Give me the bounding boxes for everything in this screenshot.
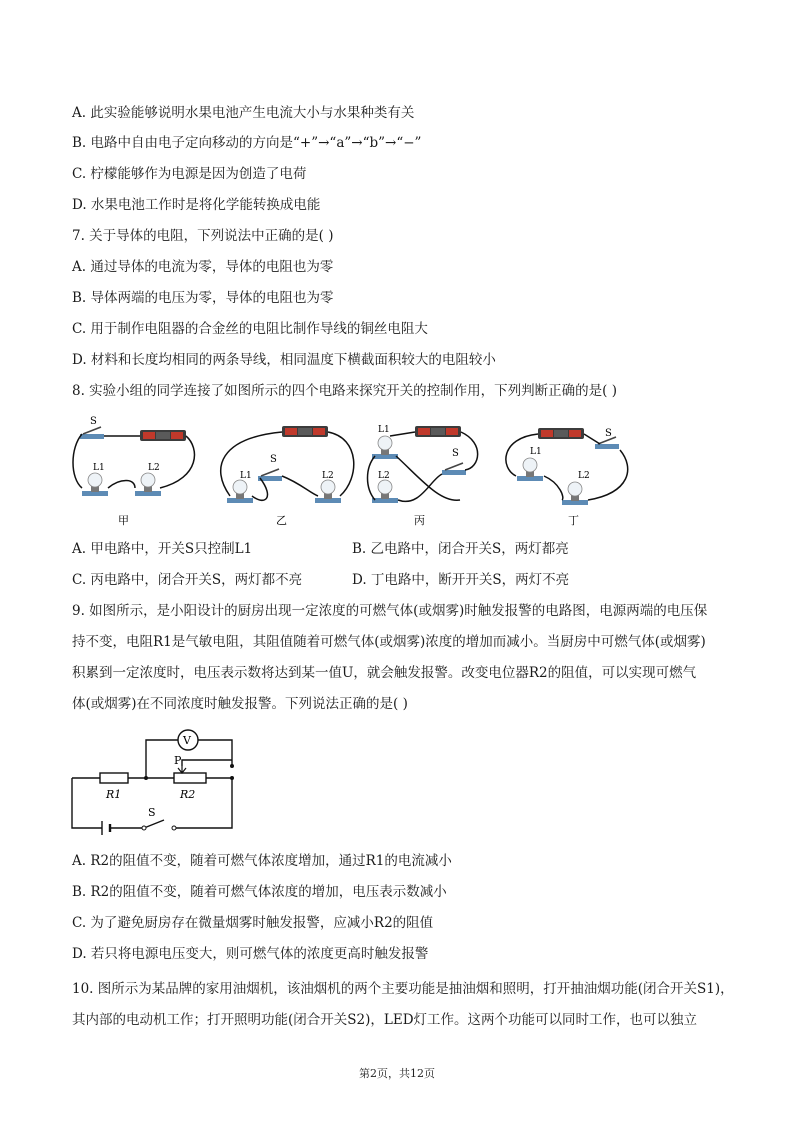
- q8-option-b: B. 乙电路中，闭合开关S，两灯都亮: [352, 541, 569, 557]
- q9-stem-line-3: 积累到一定浓度时，电压表示数将达到某一值U，就会触发报警。改变电位器R2的阻值，可以实现可燃气: [72, 665, 697, 681]
- caption-ding: 丁: [568, 514, 579, 527]
- yi-lamp1-label: L1: [240, 471, 252, 481]
- q9-option-b: B. R2的阻值不变，随着可燃气体浓度的增加，电压表示数减小: [72, 884, 447, 900]
- q6-option-d: D. 水果电池工作时是将化学能转换成电能: [72, 197, 321, 213]
- jia-lamp1-label: L1: [93, 463, 105, 473]
- q7-option-d: D. 材料和长度均相同的两条导线，相同温度下横截面积较大的电阻较小: [72, 352, 496, 368]
- r2-potentiometer: [174, 773, 206, 783]
- q9-option-c: C. 为了避免厨房存在微量烟雾时触发报警，应减小R2的阻值: [72, 915, 434, 931]
- q6-option-a: A. 此实验能够说明水果电池产生电流大小与水果种类有关: [72, 105, 415, 121]
- q7-option-a: A. 通过导体的电流为零，导体的电阻也为零: [72, 259, 334, 275]
- q10-stem-line-1: 10. 图所示为某品牌的家用油烟机，该油烟机的两个主要功能是抽油烟和照明，打开抽油烟功能(闭合开关S1)，: [72, 981, 734, 997]
- q6-option-c: C. 柠檬能够作为电源是因为创造了电荷: [72, 166, 307, 182]
- circuit-ding: [506, 428, 628, 527]
- q9-stem-line-1: 9. 如图所示，是小阳设计的厨房出现一定浓度的可燃气体(或烟雾)时触发报警的电路图，电源两端的电压保: [72, 603, 708, 619]
- jia-switch-label: S: [90, 416, 97, 427]
- ding-switch-label: S: [605, 428, 612, 439]
- bing-switch-label: S: [452, 448, 459, 459]
- q6-option-b: B. 电路中自由电子定向移动的方向是“+”→“a”→“b”→“−”: [72, 135, 422, 151]
- yi-lamp2-label: L2: [322, 471, 334, 481]
- q8-circuit-figure: [60, 408, 660, 533]
- q7-option-b: B. 导体两端的电压为零，导体的电阻也为零: [72, 290, 334, 306]
- ding-lamp2-label: L2: [578, 471, 590, 481]
- q9-stem-line-2: 持不变，电阻R1是气敏电阻，其阻值随着可燃气体(或烟雾)浓度的增加而减小。当厨房中可燃气体(或烟雾): [72, 634, 706, 650]
- circuit-bing: [368, 425, 478, 527]
- circuit-jia: [73, 416, 194, 527]
- ding-lamp1-label: L1: [530, 447, 542, 457]
- q9-circuit-diagram: [64, 728, 254, 838]
- caption-jia: 甲: [118, 514, 129, 527]
- q7-stem: 7. 关于导体的电阻，下列说法中正确的是( ): [72, 228, 334, 244]
- bing-lamp2-label: L2: [378, 471, 390, 481]
- caption-yi: 乙: [276, 514, 287, 527]
- circuit-yi: [221, 426, 354, 527]
- q7-option-c: C. 用于制作电阻器的合金丝的电阻比制作导线的铜丝电阻大: [72, 321, 428, 337]
- q8-stem: 8. 实验小组的同学连接了如图所示的四个电路来探究开关的控制作用，下列判断正确的是( ): [72, 383, 617, 399]
- caption-bing: 丙: [414, 514, 425, 527]
- q10-stem-line-2: 其内部的电动机工作；打开照明功能(闭合开关S2)，LED灯工作。这两个功能可以同时工作，也可以独立: [72, 1012, 698, 1028]
- q9-stem-line-4: 体(或烟雾)在不同浓度时触发报警。下列说法正确的是( ): [72, 696, 408, 712]
- bing-lamp1-label: L1: [378, 425, 390, 435]
- jia-lamp2-label: L2: [148, 463, 160, 473]
- r2-label: R2: [180, 788, 196, 801]
- r1-resistor: [100, 773, 128, 783]
- q9-option-a: A. R2的阻值不变，随着可燃气体浓度增加，通过R1的电流减小: [72, 853, 452, 869]
- page-footer: 第2页，共12页: [359, 1067, 435, 1080]
- slider-label: P: [174, 754, 182, 767]
- switch-label: S: [148, 806, 156, 819]
- q8-option-a: A. 甲电路中，开关S只控制L1: [72, 541, 253, 557]
- q8-option-d: D. 丁电路中，断开开关S，两灯不亮: [352, 572, 570, 588]
- yi-switch-label: S: [270, 454, 277, 465]
- voltmeter-label: V: [183, 734, 191, 747]
- q8-option-c: C. 丙电路中，闭合开关S，两灯都不亮: [72, 572, 303, 588]
- r1-label: R1: [106, 788, 122, 801]
- q9-option-d: D. 若只将电源电压变大，则可燃气体的浓度更高时触发报警: [72, 946, 429, 962]
